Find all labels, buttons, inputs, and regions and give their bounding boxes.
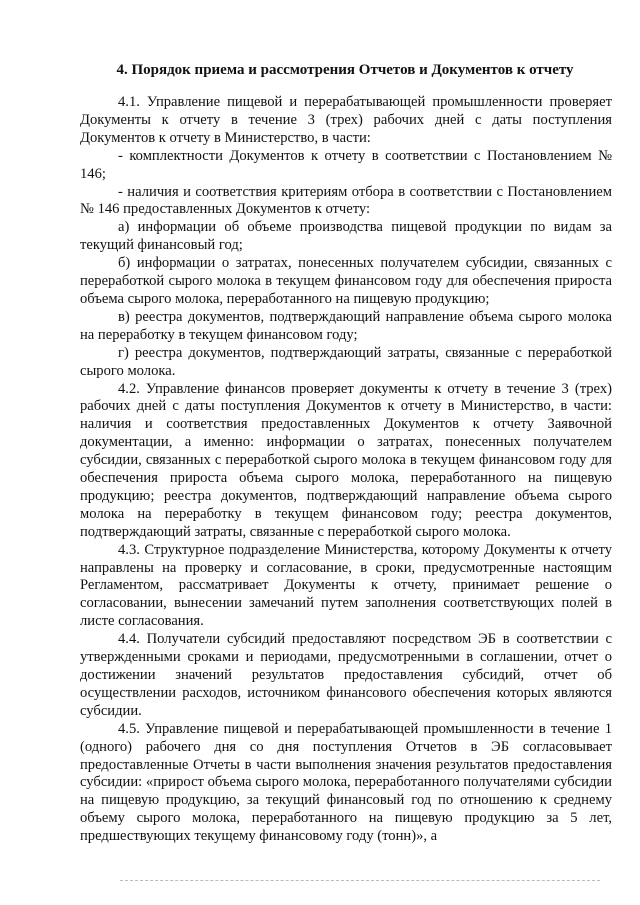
list-item-completeness: - комплектности Документов к отчету в соответствии с Постановлением № 146;	[80, 147, 612, 182]
sub-item-v: в) реестра документов, подтверждающий направление объема сырого молока на переработку в текущем финансовом году;	[80, 308, 612, 343]
paragraph-4-4: 4.4. Получатели субсидий предоставляют посредством ЭБ в соответствии с утвержденными сроками и периодами, предусмотренными в соглашении, отчет о достижении значений результатов предоставления субсидий, отчет об осуществлении расходов, источником финансового обеспечения которых являются субсидии.	[80, 631, 612, 719]
paragraph-4-3: 4.3. Структурное подразделение Министерства, которому Документы к отчету направлены на проверку и согласование, в сроки, предусмотренные настоящим Регламентом, рассматривает Документы к отчету, принимает решение о согласовании, вынесении замечаний путем заполнения соответствующих полей в листе согласования.	[80, 541, 612, 630]
sub-item-g: г) реестра документов, подтверждающий затраты, связанные с переработкой сырого молока.	[80, 344, 612, 379]
document-body	[80, 94, 612, 846]
paragraph-4-5: 4.5. Управление пищевой и перерабатывающей промышленности в течение 1 (одного) рабочего дня со дня поступления Отчетов в ЭБ согласовывает предоставленные Отчеты в части выполнения значения результатов предоставления субсидии: «прирост объема сырого молока, переработанного получателями субсидии на пищевую продукцию, за текущий финансовый год по отношению к среднему объему сырого молока, переработанного на пищевую продукцию за 5 лет, предшествующих текущему финансовому году (тонн)», а	[80, 720, 612, 845]
paragraph-4-2: 4.2. Управление финансов проверяет документы к отчету в течение 3 (трех) рабочих дней с даты поступления Документов к отчету в Министерство, в части: наличия и соответствия предоставленных Документов к отчету Заявочной документации, а именно: информации о затратах, понесенных получателем субсидии, связанных с переработкой сырого молока в текущем финансовом году для обеспечения прироста объема сырого молока, переработанного на пищевую продукцию; реестра документов, подтверждающий направление объема сырого молока на переработку в текущем финансовом году; реестра документов, подтверждающий затраты, связанные с переработкой сырого молока.	[80, 380, 612, 540]
scan-edge-marks	[120, 880, 600, 883]
sub-item-a: а) информации об объеме производства пищевой продукции по видам за текущий финансовый год;	[80, 219, 612, 254]
paragraph-4-1: 4.1. Управление пищевой и перерабатывающей промышленности проверяет Документы к отчету в течение 3 (трех) рабочих дней с даты поступления Документов к отчету в Министерство, в части:	[80, 94, 612, 146]
sub-item-b: б) информации о затратах, понесенных получателем субсидии, связанных с переработкой сырого молока в текущем финансовом году для обеспечения прироста объема сырого молока, переработанного на пищевую продукцию;	[80, 255, 612, 307]
list-item-criteria: - наличия и соответствия критериям отбора в соответствии с Постановлением № 146 предоставленных Документов к отчету:	[80, 183, 612, 218]
section-heading: 4. Порядок приема и рассмотрения Отчетов и Документов к отчету	[116, 62, 574, 78]
